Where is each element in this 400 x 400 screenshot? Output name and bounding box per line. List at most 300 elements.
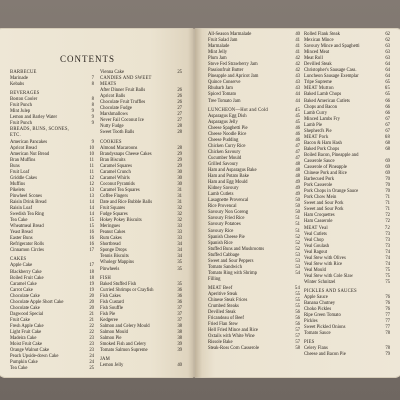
entry-page-number: 65 bbox=[385, 80, 390, 86]
entry-title: Apple Sauce bbox=[304, 295, 328, 301]
entry-title: Fruit Punch bbox=[10, 121, 33, 127]
entry-title: Shepherd's Pie bbox=[304, 128, 332, 134]
entry-title: Easter Buns bbox=[10, 236, 33, 242]
entry-title: Cheese and Bacon Pie bbox=[304, 352, 346, 358]
entry-page-number: 10 bbox=[89, 145, 94, 151]
entry-title: Oxtails with White Wine bbox=[208, 334, 255, 340]
entry-title: Hokey Pokey Biscuits bbox=[100, 218, 142, 224]
entry-page-number: 32 bbox=[177, 218, 182, 224]
entry-title: Stove Fed Strawberry Jam bbox=[208, 62, 258, 68]
entry-title: Chocolate Apple Short Cake bbox=[10, 299, 64, 305]
entry-title: FISH bbox=[100, 275, 111, 281]
entry-title: Barbecued Pork bbox=[304, 177, 335, 183]
entry-title: Savoury Non Goreng bbox=[208, 210, 249, 216]
entry-title: Sweet Pickled Onions bbox=[304, 325, 346, 331]
entry-title: BREADS, BUNS, SCONES, bbox=[10, 127, 70, 133]
entry-page-number: 45 bbox=[294, 107, 300, 113]
entry-page-number: 31 bbox=[177, 199, 182, 205]
entry-page-number: 31 bbox=[177, 193, 182, 199]
entry-title: Fish Souffle bbox=[100, 305, 123, 311]
entry-page-number: 33 bbox=[177, 236, 182, 242]
entry-page-number: 68 bbox=[385, 140, 390, 146]
contents-column-2 bbox=[100, 70, 182, 369]
entry-title: Sponge Drops bbox=[100, 248, 127, 254]
entry-page-number: 12 bbox=[89, 181, 94, 187]
entry-page-number: 11 bbox=[89, 169, 94, 175]
entry-page-number: 35 bbox=[177, 281, 182, 287]
entry-page-number: 36 bbox=[177, 293, 182, 299]
entry-title: Boiled Fruit Cake bbox=[10, 275, 44, 281]
entry-title: All-Season Marmalade bbox=[208, 32, 252, 37]
entry-page-number: 25 bbox=[177, 70, 182, 75]
entry-page-number: 74 bbox=[385, 249, 390, 255]
entry-title: Salmon and Celery Mould bbox=[100, 323, 150, 329]
entry-title: Fruit Cake bbox=[10, 317, 30, 323]
entry-title: Salmon Mould bbox=[100, 329, 128, 335]
entry-title: ETC. bbox=[10, 133, 21, 139]
entry-title: Ham Casserole bbox=[304, 219, 333, 225]
entry-page-number: 78 bbox=[385, 331, 390, 337]
entry-title: Veal Chop bbox=[304, 237, 324, 243]
entry-title: Savoury Rice bbox=[208, 228, 234, 234]
entry-page-number: 23 bbox=[89, 348, 94, 354]
entry-title: Devilled Steak bbox=[304, 62, 332, 68]
entry-title: Tomato Ring with Shrimp bbox=[208, 270, 258, 276]
entry-page-number: 26 bbox=[177, 94, 182, 100]
entry-page-number: 68 bbox=[385, 146, 390, 152]
entry-title: Veal Mould bbox=[304, 267, 327, 273]
entry-page-number: 48 bbox=[295, 174, 300, 180]
entry-title: Savoury Fried Rice bbox=[208, 216, 245, 222]
entry-page-number: 70 bbox=[385, 183, 390, 189]
entry-page-number: 34 bbox=[177, 254, 182, 260]
entry-page-number: 17 bbox=[89, 248, 94, 254]
entry-title: Tea Cake bbox=[10, 218, 28, 224]
entry-title: Bacon & Ham Hash bbox=[304, 140, 342, 146]
entry-page-number: 67 bbox=[385, 116, 390, 122]
entry-title: Spanish Rice bbox=[208, 240, 233, 246]
entry-page-number: 58 bbox=[295, 346, 300, 352]
entry-page-number: 66 bbox=[385, 110, 390, 116]
entry-title: Chicken Curry Rice bbox=[208, 143, 246, 149]
entry-title: Fruit Salad Jam bbox=[208, 38, 238, 44]
entry-page-number: 68 bbox=[384, 134, 390, 140]
entry-page-number: 48 bbox=[295, 168, 300, 174]
entry-title: Savoury Mince and Spaghetti bbox=[304, 44, 360, 50]
entry-title: Sweet and Sour Peppers bbox=[208, 258, 254, 264]
entry-page-number: 67 bbox=[385, 122, 390, 128]
entry-title: Kedgeree bbox=[100, 317, 118, 323]
entry-title: After Dinner Fruit Balls bbox=[100, 88, 146, 94]
entry-title: Peanut Cakes bbox=[100, 230, 126, 236]
right-page bbox=[194, 28, 400, 378]
entry-title: Wholegr Mappins bbox=[100, 260, 134, 266]
entry-title: Mint Julep bbox=[10, 109, 31, 115]
entry-title: Brandysnaps Cheese Cakes bbox=[100, 151, 152, 157]
entry-title: Veal Ragout bbox=[304, 249, 328, 255]
entry-title: Rissole Bake bbox=[208, 340, 233, 346]
entry-title: Lasagnette Provencal bbox=[208, 198, 249, 204]
contents-entry bbox=[208, 346, 300, 352]
entry-page-number: 30 bbox=[177, 181, 182, 187]
entry-page-number: 18 bbox=[89, 275, 94, 281]
entry-title: Pinwheels bbox=[100, 266, 120, 272]
entry-page-number: 49 bbox=[295, 192, 300, 198]
entry-title: Asparagus Egg Dish bbox=[208, 113, 247, 119]
entry-page-number: 64 bbox=[385, 74, 390, 80]
entry-title: Veal Cutlets bbox=[304, 231, 327, 237]
entry-title: Fudge Squares bbox=[100, 212, 128, 218]
entry-page-number: 23 bbox=[89, 342, 94, 348]
entry-title: Stuffed Cabbage bbox=[208, 252, 240, 258]
entry-page-number: 76 bbox=[385, 295, 390, 301]
entry-page-number: 42 bbox=[295, 56, 300, 62]
entry-title: BEVERAGES bbox=[10, 91, 40, 97]
entry-title: MEAT Veal bbox=[304, 225, 328, 231]
entry-page-number: 75 bbox=[385, 273, 390, 279]
entry-page-number: 54 bbox=[295, 270, 300, 276]
entry-page-number: 19 bbox=[89, 287, 94, 293]
entry-page-number: 43 bbox=[295, 86, 300, 92]
entry-page-number: 9 bbox=[91, 121, 94, 127]
entry-page-number: 20 bbox=[89, 305, 94, 311]
entry-title: Chops and Bacon bbox=[304, 104, 338, 110]
entry-title: Minced Lambs Fry bbox=[304, 116, 340, 122]
entry-page-number: 21 bbox=[89, 317, 94, 323]
entry-page-number: 12 bbox=[89, 175, 94, 181]
entry-title: Meringues bbox=[100, 224, 121, 230]
entry-title: Pork Chops in Orange Sauce bbox=[304, 189, 359, 195]
entry-page-number: 28 bbox=[177, 124, 182, 130]
entry-page-number: 14 bbox=[89, 199, 94, 205]
entry-title: Chocolate Fruit Truffles bbox=[100, 100, 146, 106]
entry-title: Fish Custard bbox=[100, 299, 124, 305]
entry-page-number: 56 bbox=[295, 310, 300, 316]
entry-page-number: 54 bbox=[294, 285, 300, 291]
entry-page-number: 69 bbox=[385, 158, 390, 164]
entry-title: Cinnamon Circles bbox=[10, 248, 44, 254]
entry-title: Chocolate Cake bbox=[10, 293, 40, 299]
entry-title: Marshmallows bbox=[100, 112, 128, 118]
entry-title: Salmon Pie bbox=[100, 336, 122, 342]
entry-page-number: 70 bbox=[385, 189, 390, 195]
entry-page-number: 71 bbox=[385, 207, 390, 213]
entry-page-number: 24 bbox=[89, 354, 94, 360]
entry-title: Curried Shrimps or Crayfish bbox=[100, 287, 154, 293]
entry-title: Aperitive Steak bbox=[208, 291, 238, 297]
entry-title: Winter Schnitzel bbox=[304, 279, 336, 285]
entry-title: Ham Croquettes bbox=[304, 213, 335, 219]
entry-page-number: 57 bbox=[295, 334, 300, 340]
entry-title: Rum Cakes bbox=[100, 236, 122, 242]
entry-title: Date and Rice Bubble Balls bbox=[100, 199, 153, 205]
entry-page-number: 9 bbox=[91, 139, 94, 145]
entry-title: Boston Cooler bbox=[10, 97, 38, 103]
entry-page-number: 30 bbox=[177, 169, 182, 175]
entry-title: Filling bbox=[208, 276, 221, 282]
entry-title: Coconut Pyramids bbox=[100, 181, 135, 187]
entry-page-number: 77 bbox=[385, 319, 390, 325]
entry-page-number: 26 bbox=[177, 88, 182, 94]
entry-title: Tomato Sandwich bbox=[208, 264, 242, 270]
entry-page-number: 37 bbox=[177, 305, 182, 311]
entry-title: Baked American Cutlets bbox=[304, 98, 350, 104]
entry-page-number: 11 bbox=[89, 157, 94, 163]
entry-page-number: 64 bbox=[385, 62, 390, 68]
entry-page-number: 46 bbox=[295, 131, 300, 137]
entry-title: Never Fail Coconut Ice bbox=[100, 118, 144, 124]
entry-title: Griddle Cakes bbox=[10, 175, 37, 181]
entry-page-number: 63 bbox=[385, 44, 390, 50]
entry-title: Pinwheel Scones bbox=[10, 193, 42, 199]
entry-title: Steak-Ross Corn Casserole bbox=[208, 346, 260, 352]
entry-title: Caramel Crunch bbox=[100, 169, 131, 175]
entry-title: Chocolate Cake bbox=[10, 305, 40, 311]
entry-page-number: 30 bbox=[177, 175, 182, 181]
entry-title: Lamb Cutlets bbox=[208, 192, 234, 198]
entry-page-number: 62 bbox=[385, 32, 390, 37]
entry-page-number: 17 bbox=[89, 263, 94, 269]
entry-page-number: 23 bbox=[89, 336, 94, 342]
entry-page-number: 35 bbox=[177, 260, 182, 266]
entry-page-number: 72 bbox=[385, 219, 390, 225]
entry-title: Banana Chutney bbox=[304, 301, 336, 307]
entry-title: Pineapple and Apricot Jam bbox=[208, 74, 259, 80]
entry-page-number: 22 bbox=[89, 323, 94, 329]
entry-title: Caramel Tea Squares bbox=[100, 187, 140, 193]
entry-page-number: 29 bbox=[177, 163, 182, 169]
entry-page-number: 27 bbox=[177, 118, 182, 124]
entry-title: Minced Meat bbox=[304, 50, 330, 56]
entry-page-number: 76 bbox=[385, 301, 390, 307]
entry-page-number: 79 bbox=[385, 352, 390, 358]
entry-title: Savoury Potatoes bbox=[208, 222, 241, 228]
entry-title: Tripe Supreme bbox=[304, 80, 332, 86]
entry-title: Fruit Punch bbox=[10, 103, 33, 109]
entry-page-number: 49 bbox=[295, 186, 300, 192]
entry-page-number: 57 bbox=[295, 340, 300, 346]
entry-title: Tea Cake bbox=[10, 366, 28, 372]
entry-page-number: 46 bbox=[295, 137, 300, 143]
entry-title: Ham and Egg Mould bbox=[208, 180, 248, 186]
entry-title: Orange Walnut Cake bbox=[10, 348, 50, 354]
entry-title: Choko Pickles bbox=[304, 307, 332, 313]
entry-title: MEAT Pork bbox=[304, 134, 329, 140]
entry-title: Marinade bbox=[10, 76, 28, 82]
entry-page-number: 51 bbox=[295, 222, 300, 228]
entry-title: American Pancakes bbox=[10, 139, 48, 145]
entry-page-number: 47 bbox=[295, 149, 300, 155]
entry-page-number: 64 bbox=[385, 68, 390, 74]
entry-page-number: 73 bbox=[385, 231, 390, 237]
entry-title: Lemon Jelly bbox=[100, 363, 124, 369]
entry-title: CAKES bbox=[10, 257, 27, 263]
entry-page-number: 33 bbox=[177, 230, 182, 236]
entry-page-number bbox=[298, 277, 300, 283]
entry-title: Lemon and Barley Water bbox=[10, 115, 58, 121]
entry-title: Veal Stew with Cole Slaw bbox=[304, 273, 353, 279]
entry-title: Raisin Drink Bread bbox=[10, 199, 47, 205]
entry-title: Chinese Pork and Rice bbox=[304, 171, 347, 177]
entry-page-number: 41 bbox=[295, 50, 300, 56]
entry-page-number: 25 bbox=[89, 366, 94, 372]
entry-title: Bran Muffins bbox=[10, 157, 36, 163]
entry-title: Nutty Fudge bbox=[100, 124, 124, 130]
entry-title: Rice Provencal bbox=[208, 204, 237, 210]
contents-column-3 bbox=[208, 32, 300, 352]
entry-page-number: 18 bbox=[89, 269, 94, 275]
entry-page-number: 21 bbox=[89, 311, 94, 317]
entry-title: Devilled Steak bbox=[208, 310, 236, 316]
contents-entry bbox=[100, 363, 182, 369]
entry-page-number: 66 bbox=[385, 98, 390, 104]
entry-page-number: 39 bbox=[177, 348, 182, 354]
entry-page-number: 26 bbox=[177, 100, 182, 106]
entry-title: Light Fruit Cake bbox=[10, 329, 42, 335]
entry-page-number: 62 bbox=[385, 38, 390, 44]
entry-page-number: 77 bbox=[385, 325, 390, 331]
entry-page-number: 52 bbox=[295, 234, 300, 240]
entry-title: Baked Stuffed Fish bbox=[100, 281, 137, 287]
entry-page-number: 20 bbox=[89, 299, 94, 305]
entry-page-number: 29 bbox=[177, 151, 182, 157]
entry-title: Marmalade bbox=[208, 44, 230, 50]
entry-page-number: 77 bbox=[385, 313, 390, 319]
entry-title: Muffins bbox=[10, 181, 26, 187]
entry-page-number: 74 bbox=[385, 261, 390, 267]
entry-page-number: 49 bbox=[295, 180, 300, 186]
entry-title: Passionfruit Butter bbox=[208, 68, 244, 74]
entry-page-number: 65 bbox=[385, 92, 390, 98]
entry-page-number: 22 bbox=[89, 329, 94, 335]
entry-title: Wheatmeal Bread bbox=[10, 224, 44, 230]
entry-page-number: 53 bbox=[295, 258, 300, 264]
entry-page-number: 41 bbox=[295, 38, 300, 44]
entry-title: Cheese Pudding bbox=[208, 137, 239, 143]
entry-title: Spiced Tomato bbox=[208, 92, 237, 98]
entry-title: Carrot Cake bbox=[10, 287, 33, 293]
entry-title: Chinese Steak Frices bbox=[208, 298, 248, 304]
entry-page-number: 52 bbox=[295, 246, 300, 252]
entry-title: Christopher's Sausage Cass. bbox=[304, 68, 357, 74]
entry-page-number: 46 bbox=[295, 125, 300, 131]
entry-page-number: 9 bbox=[91, 115, 94, 121]
entry-page-number: 75 bbox=[385, 279, 390, 285]
entry-title: Ham and Asparagus Bake bbox=[208, 168, 257, 174]
entry-title: Buns bbox=[10, 163, 20, 169]
entry-page-number: 36 bbox=[177, 299, 182, 305]
entry-page-number: 37 bbox=[177, 317, 182, 323]
entry-title: Apricot Bread bbox=[10, 145, 37, 151]
entry-title: Vienna Cake bbox=[100, 70, 125, 75]
entry-title: Veal Stew with Rice bbox=[304, 261, 343, 267]
entry-page-number: 33 bbox=[177, 224, 182, 230]
entry-title: Meat Roll bbox=[304, 56, 323, 62]
entry-page-number: 9 bbox=[91, 109, 94, 115]
entry-title: American Nut Bread bbox=[10, 151, 50, 157]
entry-title: Fresh Apple Cake bbox=[10, 323, 44, 329]
entry-title: Shortbread bbox=[100, 242, 121, 248]
entry-page-number: 66 bbox=[385, 104, 390, 110]
entry-page-number: 45 bbox=[295, 113, 300, 119]
entry-title: Sweet and Sour Pork bbox=[304, 201, 344, 207]
entry-title: Caramel Whirls bbox=[100, 175, 130, 181]
entry-page-number: 28 bbox=[177, 145, 182, 151]
entry-title: Chocolate Fudge bbox=[100, 106, 132, 112]
entry-page-number: 63 bbox=[385, 56, 390, 62]
entry-title: Cheese Spaghetti Pie bbox=[208, 125, 248, 131]
entry-title: Luncheon Sausage Exemplar bbox=[304, 74, 359, 80]
entry-title: Peach Upside-down Cake bbox=[10, 354, 59, 360]
entry-title: Fricandeau of Beef bbox=[208, 316, 244, 322]
entry-page-number: 8 bbox=[91, 103, 94, 109]
entry-page-number: 75 bbox=[385, 267, 390, 273]
entry-page-number: 27 bbox=[177, 106, 182, 112]
entry-page-number: 47 bbox=[295, 155, 300, 161]
entry-page-number: 51 bbox=[295, 228, 300, 234]
entry-title: Rhubarb Jam bbox=[208, 86, 233, 92]
entry-page-number: 42 bbox=[295, 68, 300, 74]
entry-title: Boiled Bacon, Pineapple and bbox=[304, 152, 359, 158]
entry-title: Pikelets bbox=[10, 187, 25, 193]
entry-title: PIES bbox=[304, 340, 315, 346]
entry-title: Fruit Loaf bbox=[10, 169, 30, 175]
entry-page-number: 53 bbox=[295, 252, 300, 258]
entry-title: Fish Cakes bbox=[100, 293, 121, 299]
entry-page-number: 45 bbox=[295, 119, 300, 125]
entry-title: Caramel Squares bbox=[100, 163, 132, 169]
entry-title: Cheese Noodle Rice bbox=[208, 131, 247, 137]
entry-page-number: 69 bbox=[385, 165, 390, 171]
entry-page-number: 32 bbox=[177, 212, 182, 218]
entry-title: Mint Jelly bbox=[208, 50, 228, 56]
entry-page-number: 7 bbox=[91, 76, 94, 82]
entry-page-number: 38 bbox=[177, 336, 182, 342]
entry-title: Blackberry Cake bbox=[10, 269, 42, 275]
entry-title: Chicken Savoury bbox=[208, 149, 241, 155]
entry-page-number: 34 bbox=[177, 248, 182, 254]
entry-title: Plum Jam bbox=[208, 56, 227, 62]
entry-title: Stuffed Buns and Mushrooms bbox=[208, 246, 265, 252]
entry-title: Sweet Tooth Balls bbox=[100, 130, 135, 136]
entry-title: Apricot Balls bbox=[100, 94, 126, 100]
entry-page-number: 69 bbox=[385, 171, 390, 177]
entry-page-number: 13 bbox=[89, 193, 94, 199]
entry-title: Caramel Cake bbox=[10, 281, 37, 287]
entry-page-number: 56 bbox=[295, 316, 300, 322]
entry-page-number: 37 bbox=[177, 311, 182, 317]
entry-page-number: 10 bbox=[89, 151, 94, 157]
entry-title: Sweet and Sour Pork bbox=[304, 207, 344, 213]
entry-title: Pork Chow Mein bbox=[304, 195, 337, 201]
entry-page-number: 11 bbox=[89, 163, 94, 169]
entry-page-number: 38 bbox=[177, 323, 182, 329]
entry-title: Coffee Fingers bbox=[100, 193, 128, 199]
entry-title: MEAT Mutton bbox=[304, 86, 334, 92]
entry-title: Tree Tomato Jam bbox=[208, 98, 241, 104]
entry-title: Baked Lamb Chops bbox=[304, 92, 342, 98]
entry-page-number: 67 bbox=[385, 128, 390, 134]
entry-page-number: 28 bbox=[177, 130, 182, 136]
entry-page-number: 55 bbox=[295, 291, 300, 297]
entry-title: Smoked Fish and Celery bbox=[100, 342, 147, 348]
entry-page-number: 36 bbox=[177, 287, 182, 293]
entry-title: Tennis Biscuits bbox=[100, 254, 129, 260]
entry-page-number: 71 bbox=[385, 195, 390, 201]
contents-entry bbox=[10, 366, 94, 372]
entry-page-number: 8 bbox=[91, 97, 94, 103]
entry-title: Pumpkin Cake bbox=[10, 360, 38, 366]
